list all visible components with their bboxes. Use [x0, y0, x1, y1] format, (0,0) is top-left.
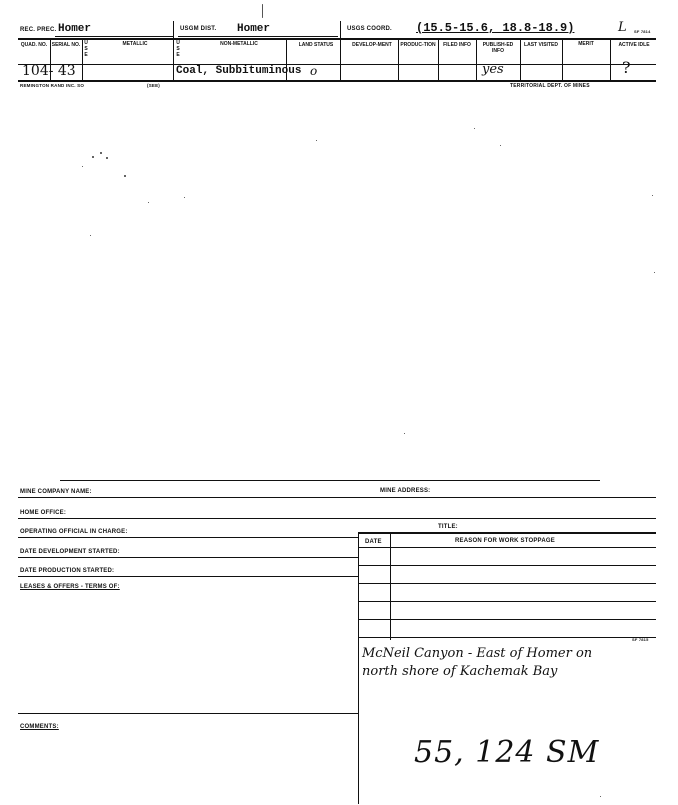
col-development: DEVELOP-MENT: [352, 42, 392, 48]
col-metallic: METALLIC: [122, 41, 148, 47]
footer-code: (SEE): [147, 83, 161, 88]
rule: [18, 557, 358, 558]
col-divider: [562, 39, 563, 80]
scan-speck: [500, 145, 501, 146]
scan-speck: [654, 272, 655, 273]
col-divider: [476, 39, 477, 80]
header-bottom-rule: [18, 80, 656, 82]
table-row-rule: [358, 583, 656, 584]
table-row-rule: [358, 637, 656, 638]
scan-speck: [82, 166, 83, 167]
rule: [18, 537, 358, 538]
col-divider: [610, 39, 611, 80]
scan-speck: [316, 140, 317, 141]
mine-address-label: MINE ADDRESS:: [380, 488, 431, 494]
col-use-b: U S E: [176, 40, 180, 58]
col-serial-no: SERIAL NO.: [51, 42, 81, 48]
col-divider: [340, 21, 341, 80]
rule: [18, 497, 656, 498]
scan-speck: [92, 156, 94, 158]
col-divider: [398, 39, 399, 80]
handwritten-number: 55, 124 SM: [414, 735, 600, 770]
scan-speck: [184, 197, 185, 198]
col-divider: [173, 21, 174, 80]
location-note-line-2: north shore of Kachemak Bay: [362, 664, 558, 679]
rec-prec-value: Homer: [58, 23, 92, 35]
usgm-dist-value: Homer: [237, 23, 271, 35]
col-active-idle: ACTIVE IDLE: [618, 42, 650, 48]
col-divider: [438, 39, 439, 80]
col-merit: MERIT: [578, 41, 594, 47]
date-production-label: DATE PRODUCTION STARTED:: [20, 568, 115, 574]
scan-speck: [90, 235, 91, 236]
non-metallic-value: Coal, Subbituminous: [176, 65, 302, 77]
col-use-a: U S E: [84, 40, 88, 58]
usgs-coord-value: (15.5-15.6, 18.8-18.9): [416, 21, 575, 35]
table-row-rule: [358, 547, 656, 548]
stoppage-date-label: DATE: [365, 539, 382, 545]
land-status-mark: o: [310, 64, 318, 78]
usgs-coord-label: USGS COORD.: [347, 26, 392, 32]
table-row-rule: [358, 565, 656, 566]
rule: [18, 576, 358, 577]
scan-speck: [652, 195, 653, 196]
title-label: TITLE:: [438, 524, 458, 530]
mine-company-label: MINE COMPANY NAME:: [20, 489, 92, 495]
table-row-rule: [358, 619, 656, 620]
col-non-metallic: NON-METALLIC: [220, 41, 258, 47]
usgm-dist-label: USGM DIST.: [180, 26, 217, 32]
comments-label: COMMENTS:: [20, 724, 59, 730]
header-mid-rule: [18, 64, 656, 65]
rule: [18, 518, 656, 519]
home-office-label: HOME OFFICE:: [20, 510, 67, 516]
scan-speck: [100, 152, 102, 154]
scan-speck: [600, 796, 601, 797]
stoppage-reason-label: REASON FOR WORK STOPPAGE: [455, 538, 555, 544]
scan-speck: [124, 175, 126, 177]
leases-label: LEASES & OFFERS - TERMS OF:: [20, 584, 120, 590]
col-filed-info: FILED INFO: [443, 42, 471, 48]
col-published-info: PUBLISH-ED INFO: [482, 42, 514, 54]
table-date-divider: [390, 532, 391, 640]
scan-speck: [474, 128, 475, 129]
scan-speck: [148, 202, 149, 203]
scan-speck: [404, 433, 405, 434]
footer-left: REMINGTON RAND INC. SO: [20, 83, 85, 88]
rule: [358, 532, 656, 534]
comments-top-rule: [18, 713, 358, 714]
col-divider: [520, 39, 521, 80]
official-label: OPERATING OFFICIAL IN CHARGE:: [20, 529, 128, 535]
rec-prec-label: REC. PREC.: [20, 27, 57, 33]
usgm-dist-underline: [178, 36, 338, 37]
scan-speck: [262, 4, 263, 18]
date-development-label: DATE DEVELOPMENT STARTED:: [20, 549, 120, 555]
location-note-line-1: McNeil Canyon - East of Homer on: [362, 646, 593, 661]
quad-serial-value: 104- 43: [22, 63, 76, 79]
rec-prec-underline: [55, 36, 173, 37]
col-land-status: LAND STATUS: [298, 42, 334, 48]
form-number: SF 7814: [634, 29, 651, 34]
col-production: PRODUC-TION: [400, 42, 436, 48]
lower-top-rule: [60, 480, 600, 481]
header-top-rule: [18, 38, 656, 40]
scan-speck: [106, 157, 108, 159]
table-row-rule: [358, 601, 656, 602]
form-number-2: SF 7815: [632, 637, 649, 642]
corner-mark: L: [618, 20, 627, 35]
footer-right: TERRITORIAL DEPT. OF MINES: [510, 83, 590, 89]
active-idle-value: ?: [622, 58, 631, 77]
published-value: yes: [482, 62, 504, 77]
col-quad-no: QUAD. NO.: [20, 42, 48, 48]
col-last-visited: LAST VISITED: [524, 42, 558, 48]
table-left-border: [358, 532, 359, 804]
